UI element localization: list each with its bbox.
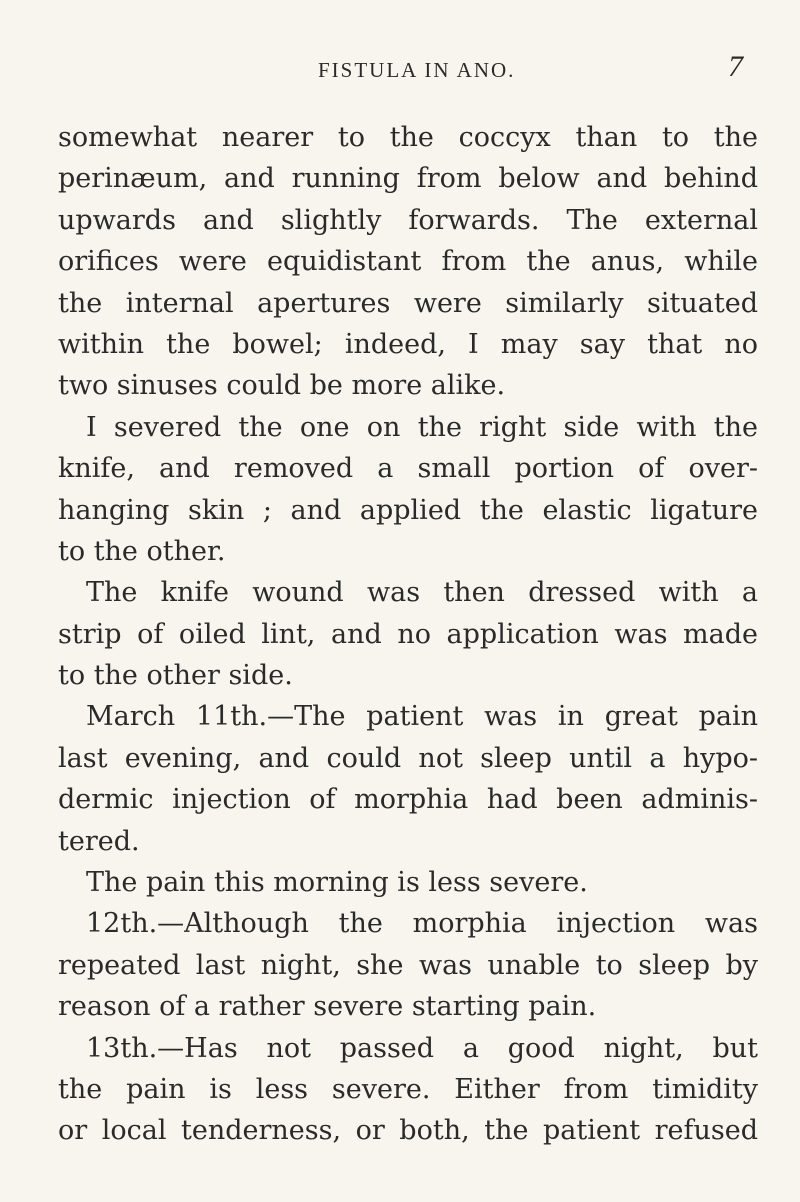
text-line: repeated last night, she was unable to sleep by [58,949,758,981]
paragraph-start: I severed the one on the right side with the [86,411,758,443]
text-line: upwards and slightly forwards. The external [58,204,758,236]
text-line: or local tenderness, or both, the patient refused [58,1115,758,1147]
page-header [0,52,800,92]
text-line: orifices were equidistant from the anus, while [58,246,758,278]
text-line: two sinuses could be more alike. [58,370,506,402]
text-line: last evening, and could not sleep until a hypo- [58,742,758,774]
text-line: dermic injection of morphia had been adminis- [58,784,758,816]
text-line: reason of a rather severe starting pain. [58,991,597,1023]
paragraph-start: The pain this morning is less severe. [86,867,588,899]
text-line: within the bowel; indeed, I may say that no [58,328,758,360]
body-text [58,117,758,1152]
text-line: to the other. [58,535,226,567]
paragraph-start: March 11th.—The patient was in great pain [86,701,758,733]
text-line: the pain is less severe. Either from timidity [58,1073,758,1105]
text-line: tered. [58,825,140,857]
page-number: 7 [728,50,743,83]
text-line: knife, and removed a small portion of over- [58,453,758,485]
text-line: the internal apertures were similarly situated [58,287,758,319]
text-line: somewhat nearer to the coccyx than to the [58,122,758,153]
paragraph-start: The knife wound was then dressed with a [86,577,758,609]
text-line: to the other side. [58,660,293,692]
paragraph-start: 13th.—Has not passed a good night, but [86,1032,758,1064]
text-line: strip of oiled lint, and no application was made [58,618,758,650]
running-title: FISTULA IN ANO. [318,58,516,82]
text-line: hanging skin ; and applied the elastic ligature [58,494,758,526]
paragraph-start: 12th.—Although the morphia injection was [86,908,758,940]
text-line: perinæum, and running from below and behind [58,163,758,195]
